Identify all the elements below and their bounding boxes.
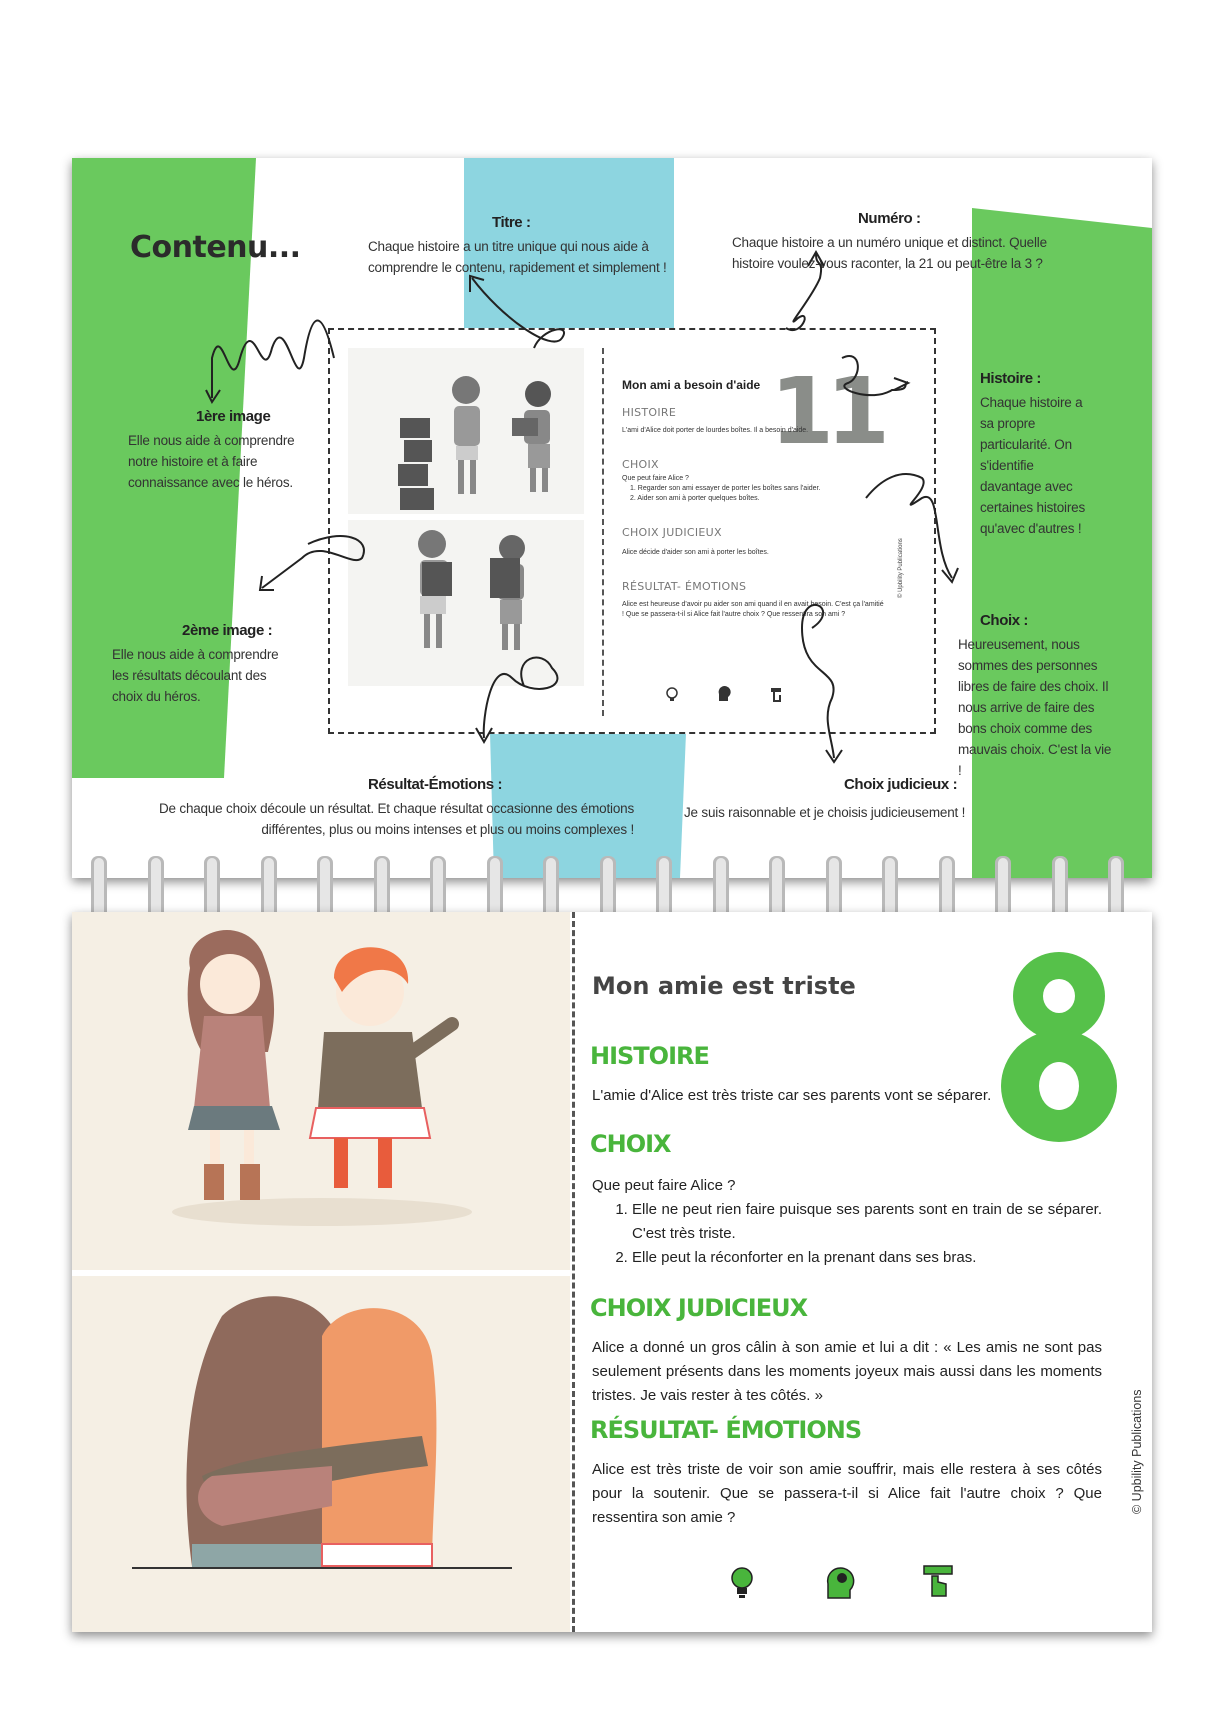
card-resultat-text: Alice est heureuse d'avoir pu aider son ami quand il en avait besoin. C'est ça l'amitié ! Que se passera-t-il si Alice fait l'autre choix ? Que ressentira son ami ?	[622, 601, 884, 618]
resultat-text: Alice est très triste de voir son amie souffrir, mais elle restera à ses côtés pour la soutenir. Que se passera-t-il si Alice fait l'autre choix ? Que ressentira son amie ?	[592, 1461, 1102, 1526]
card-judicieux-text: Alice décide d'aider son ami à porter les boîtes.	[622, 549, 769, 556]
histoire-text: L'amie d'Alice est très triste car ses parents vont se séparer.	[592, 1087, 992, 1104]
instruction-page	[72, 158, 1152, 878]
copyright: © Upbility Publications	[1130, 1389, 1144, 1514]
image1-label: 1ère image	[196, 408, 271, 425]
histoire-text: Chaque histoire a sa propre particularité. On s'identifie davantage avec certaines histoires qu'avec d'autres !	[980, 395, 1085, 536]
story-card-page	[72, 912, 1152, 1632]
story-title: Mon amie est triste	[592, 972, 856, 1000]
story-image-2	[72, 1276, 570, 1632]
numero-label: Numéro :	[858, 210, 921, 227]
card-choix-question: Que peut faire Alice ?	[622, 475, 689, 482]
judicieux-text: Je suis raisonnable et je choisis judicieusement !	[684, 805, 966, 820]
card-choix-1: 1. Regarder son ami essayer de porter les boîtes sans l'aider.	[630, 485, 821, 492]
histoire-heading: HISTOIRE	[590, 1042, 709, 1070]
card-copyright: © Upbility Publications	[898, 538, 904, 598]
judicieux-heading: CHOIX JUDICIEUX	[590, 1294, 808, 1322]
card-choix-heading: CHOIX	[622, 458, 659, 471]
choix-label: Choix :	[980, 612, 1029, 629]
page-title: Contenu...	[130, 230, 301, 265]
story-image-1	[72, 912, 570, 1270]
titre-label: Titre :	[492, 214, 531, 231]
pointer-arrows	[72, 158, 1152, 878]
card-histoire-heading: HISTOIRE	[622, 406, 677, 419]
card-divider	[572, 912, 575, 1632]
hug-illustration	[72, 1276, 570, 1632]
image1-text: Elle nous aide à comprendre notre histoire et à faire connaissance avec le héros.	[128, 433, 295, 490]
histoire-label: Histoire :	[980, 370, 1042, 387]
choix-heading: CHOIX	[590, 1130, 671, 1158]
card-judicieux-heading: CHOIX JUDICIEUX	[622, 526, 722, 539]
card-choix-2: 2. Aider son ami à porter quelques boîtes.	[630, 495, 760, 502]
card-histoire-text: L'ami d'Alice doit porter de lourdes boîtes. Il a besoin d'aide.	[622, 427, 809, 434]
head-gears-icon	[822, 1564, 858, 1600]
numero-text: Chaque histoire a un numéro unique et distinct. Quelle histoire voulez-vous raconter, la 21 ou peut-être la 3 ?	[732, 235, 1047, 271]
lightbulb-icon	[724, 1564, 760, 1600]
judicieux-label: Choix judicieux :	[844, 776, 958, 793]
card-title: Mon ami a besoin d'aide	[622, 378, 761, 392]
image2-label: 2ème image :	[182, 622, 273, 639]
choix-question: Que peut faire Alice ?	[592, 1177, 736, 1194]
choix-list	[608, 1198, 1102, 1270]
resultat-heading: RÉSULTAT- ÉMOTIONS	[590, 1416, 862, 1444]
choix-item-1: 1. Elle ne peut rien faire puisque ses parents sont en train de se séparer. C'est très triste.	[632, 1198, 1102, 1246]
card-number: 11	[770, 358, 883, 465]
hand-choice-icon	[920, 1564, 956, 1600]
resultat-label: Résultat-Émotions :	[368, 776, 503, 793]
story-number-8	[984, 938, 1134, 1148]
sad-friend-illustration	[72, 912, 570, 1270]
image2-text: Elle nous aide à comprendre les résultats découlant des choix du héros.	[112, 647, 279, 704]
card-resultat-heading: RÉSULTAT- ÉMOTIONS	[622, 580, 747, 593]
judicieux-text: Alice a donné un gros câlin à son amie et lui a dit : « Les amis ne sont pas seulement présents dans les moments joyeux mais aussi dans les moments tristes. Je vais rester à tes côtés. »	[592, 1339, 1102, 1404]
choix-item-2: 2. Elle peut la réconforter en la prenant dans ses bras.	[632, 1246, 1102, 1270]
resultat-text: De chaque choix découle un résultat. Et chaque résultat occasionne des émotions différentes, plus ou moins intenses et plus ou moins complexes !	[158, 801, 634, 837]
titre-text: Chaque histoire a un titre unique qui nous aide à comprendre le contenu, rapidement et simplement !	[368, 239, 667, 275]
choix-text: Heureusement, nous sommes des personnes libres de faire des choix. Il nous arrive de faire des bons choix comme des mauvais choix. C'est la vie !	[958, 637, 1112, 778]
